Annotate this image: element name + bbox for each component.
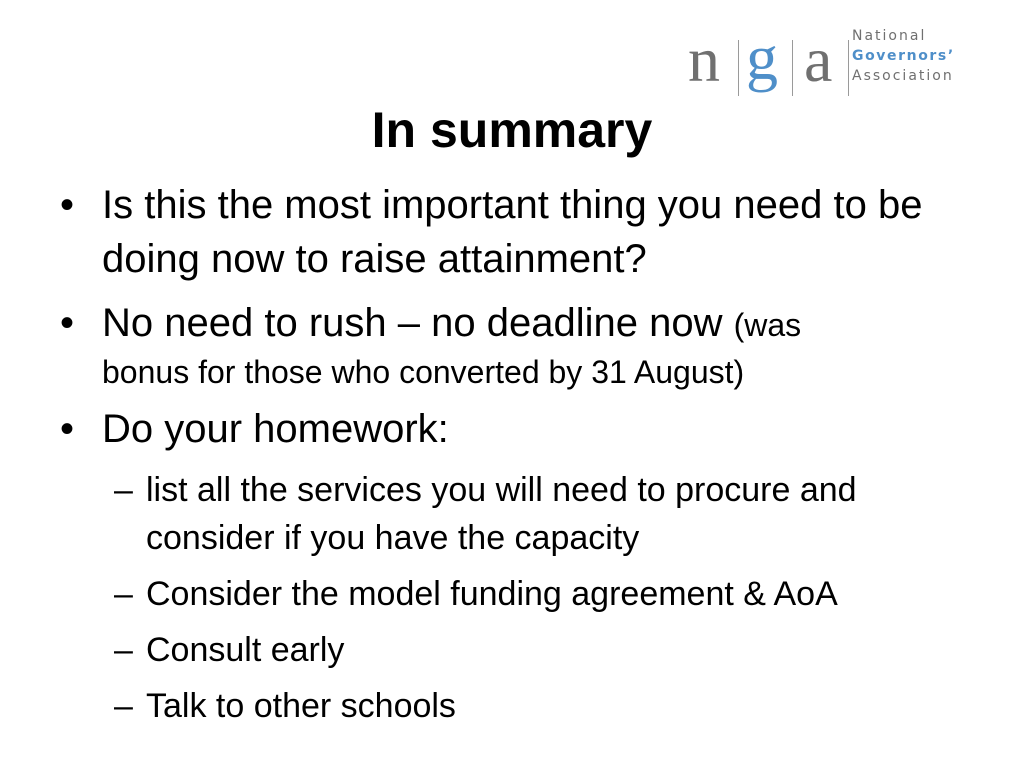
- bullet-item: [60, 402, 980, 456]
- slide-title: In summary: [371, 102, 653, 158]
- logo-divider: [738, 40, 739, 96]
- bullet-item: [60, 178, 980, 286]
- sub-bullet-text: Talk to other schools: [146, 687, 456, 725]
- sub-bullet-marker: –: [114, 631, 133, 669]
- bullet-marker: •: [60, 183, 75, 227]
- sub-bullet-item: [60, 466, 980, 562]
- logo-line-association: Association: [852, 68, 954, 84]
- slide-body: [60, 178, 980, 738]
- sub-bullet-marker: –: [114, 471, 133, 509]
- bullet-marker: •: [60, 407, 75, 451]
- bullet-text: Do your homework:: [102, 407, 449, 451]
- logo-line-governors: Governors’: [852, 48, 955, 64]
- sub-bullet-item: [60, 570, 980, 618]
- bullet-item: [60, 296, 980, 392]
- sub-bullet-marker: –: [114, 687, 133, 725]
- bullet-note-inline: (was: [733, 307, 802, 343]
- bullet-marker: •: [60, 301, 75, 345]
- bullet-note: bonus for those who converted by 31 August): [102, 354, 745, 390]
- logo-letter-n: n: [688, 24, 720, 95]
- sub-bullet-text: Consult early: [146, 631, 345, 669]
- sub-bullet-text: list all the services you will need to procure and consider if you have the capacity: [146, 471, 857, 557]
- nga-logo-mark: [686, 18, 846, 108]
- sub-bullet-marker: –: [114, 575, 133, 613]
- sub-bullet-item: [60, 626, 980, 674]
- bullet-text: Is this the most important thing you need to be doing now to raise attainment?: [102, 183, 923, 281]
- logo-divider: [848, 40, 849, 96]
- logo-wordmark: [852, 26, 955, 86]
- logo-letter-g: g: [746, 22, 778, 93]
- bullet-text: No need to rush – no deadline now: [102, 301, 734, 345]
- sub-bullet-text: Consider the model funding agreement & AoA: [146, 575, 838, 613]
- nga-logo: [686, 18, 986, 108]
- sub-bullet-item: [60, 682, 980, 730]
- logo-letter-a: a: [804, 24, 833, 95]
- logo-line-national: National: [852, 28, 927, 44]
- logo-divider: [792, 40, 793, 96]
